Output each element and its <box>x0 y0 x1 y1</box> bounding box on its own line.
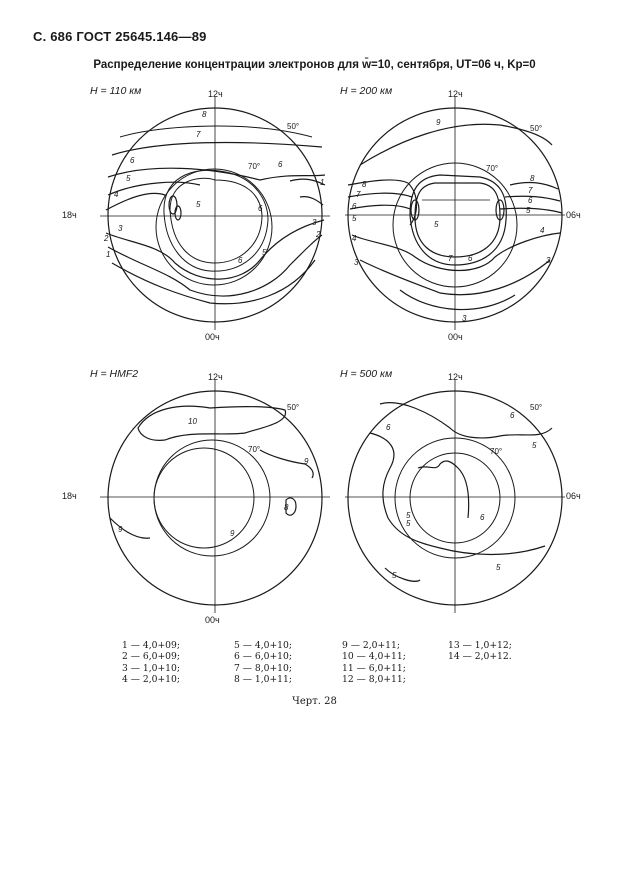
contour-label: 3 <box>462 314 467 323</box>
legend-column-3 <box>342 640 406 685</box>
hour-left-label: 18ч <box>62 210 77 220</box>
hour-top-label: 12ч <box>448 89 463 99</box>
hour-left-label: 18ч <box>62 491 77 501</box>
legend-entry: 4 — 2,0+10; <box>122 673 180 685</box>
contour-label: 7 <box>196 130 201 139</box>
hour-right-label: 06ч <box>566 491 581 501</box>
legend-entry: 14 — 2,0+12. <box>448 651 512 663</box>
contour-label: 3 <box>546 256 551 265</box>
contour-label: 5 <box>392 571 397 580</box>
polar-map <box>90 368 340 628</box>
contour-label: 2 <box>316 230 321 239</box>
lat-inner-label: 70° <box>248 162 261 171</box>
contour-label: 5 <box>126 174 131 183</box>
hour-top-label: 12ч <box>448 372 463 382</box>
hour-top-label: 12ч <box>208 372 223 382</box>
contour-label: 5 <box>496 563 501 572</box>
contour-label: 2 <box>104 234 109 243</box>
lat-inner-label: 70° <box>248 445 261 454</box>
contour-label: 9 <box>436 118 441 127</box>
hour-bottom-label: 00ч <box>448 332 463 342</box>
contour-label: 5 <box>406 519 411 528</box>
legend-column-4 <box>448 640 512 663</box>
legend-entry: 5 — 4,0+10; <box>234 640 292 651</box>
contour-label: 3 <box>312 218 317 227</box>
lat-inner-label: 70° <box>486 164 499 173</box>
contour-label: 4 <box>352 234 357 243</box>
panel-label: H = HMF2 <box>90 368 139 380</box>
lat-outer-label: 50° <box>287 403 300 412</box>
contour-label: 4 <box>540 226 545 235</box>
contour-label: 8 <box>530 174 535 183</box>
contour-label: 6 <box>130 156 135 165</box>
contour-label: 6 <box>480 513 485 522</box>
contour-label: 7 <box>528 186 533 195</box>
lat-outer-label: 50° <box>530 403 543 412</box>
contour-label: 6 <box>528 196 533 205</box>
panel-200km <box>340 85 590 345</box>
legend-entry: 2 — 6,0+09; <box>122 651 180 663</box>
panel-110km <box>62 85 340 345</box>
contour-label: 9 <box>118 525 123 534</box>
legend-entry: 7 — 8,0+10; <box>234 662 292 674</box>
contour-label: 5 <box>262 248 267 257</box>
legend-entry: 6 — 6,0+10; <box>234 651 292 663</box>
legend-column-1 <box>122 640 180 685</box>
contour-label: 7 <box>356 190 361 199</box>
panel-label: H = 200 км <box>340 85 393 97</box>
contour-label: 6 <box>510 411 515 420</box>
panel-label: H = 110 км <box>90 85 142 97</box>
polar-map <box>340 368 590 628</box>
legend-entry: 10 — 4,0+11; <box>342 651 406 663</box>
legend-entry: 12 — 8,0+11; <box>342 673 406 685</box>
page-header: С. 686 ГОСТ 25645.146—89 <box>33 29 207 44</box>
contour-label: 5 <box>196 200 201 209</box>
polar-map <box>90 85 340 345</box>
contour-label: 6 <box>258 204 263 213</box>
figure-title: Распределение концентрации электронов для w̄=10, сентября, UT=06 ч, Kp=0 <box>93 59 536 71</box>
lat-inner-label: 70° <box>490 447 503 456</box>
contour-label: 5 <box>526 206 531 215</box>
lat-outer-label: 50° <box>530 124 543 133</box>
contour-label: 4 <box>114 190 119 199</box>
panel-500km <box>340 368 590 628</box>
contour-label: 7 <box>448 254 453 263</box>
contour-label: 5 <box>532 441 537 450</box>
contour-label: 8 <box>362 180 367 189</box>
hour-right-label: 06ч <box>566 210 581 220</box>
panel-hmf2 <box>62 368 340 628</box>
contour-label: 5 <box>406 511 411 520</box>
legend-entry: 11 — 6,0+11; <box>342 662 406 674</box>
contour-label: 6 <box>278 160 283 169</box>
legend-entry: 3 — 1,0+10; <box>122 662 180 674</box>
hour-bottom-label: 00ч <box>205 615 220 625</box>
hour-top-label: 12ч <box>208 89 223 99</box>
legend-entry: 9 — 2,0+11; <box>342 640 400 651</box>
contour-label: 5 <box>434 220 439 229</box>
lat-outer-label: 50° <box>287 122 300 131</box>
polar-map <box>340 85 590 345</box>
contour-label: 6 <box>238 256 243 265</box>
contour-label: 5 <box>352 214 357 223</box>
contour-label: 3 <box>118 224 123 233</box>
legend-column-2 <box>234 640 292 685</box>
contour-label: 3 <box>354 258 359 267</box>
legend-entry: 1 — 4,0+09; <box>122 640 180 651</box>
contour-label: 8 <box>202 110 207 119</box>
contour-label: 1 <box>106 250 111 259</box>
contour-label: 8 <box>284 503 289 512</box>
hour-bottom-label: 00ч <box>205 332 220 342</box>
contour-label: 6 <box>352 202 357 211</box>
contour-label: 1 <box>320 178 325 187</box>
panel-label: H = 500 км <box>340 368 393 380</box>
contour-label: 6 <box>468 254 473 263</box>
figure-caption: Черт. 28 <box>292 696 337 707</box>
legend-entry: 8 — 1,0+11; <box>234 673 292 685</box>
contour-label: 9 <box>230 529 235 538</box>
contour-label: 10 <box>188 417 197 426</box>
legend-entry: 13 — 1,0+12; <box>448 640 512 651</box>
contour-label: 9 <box>304 457 309 466</box>
contour-label: 6 <box>386 423 391 432</box>
